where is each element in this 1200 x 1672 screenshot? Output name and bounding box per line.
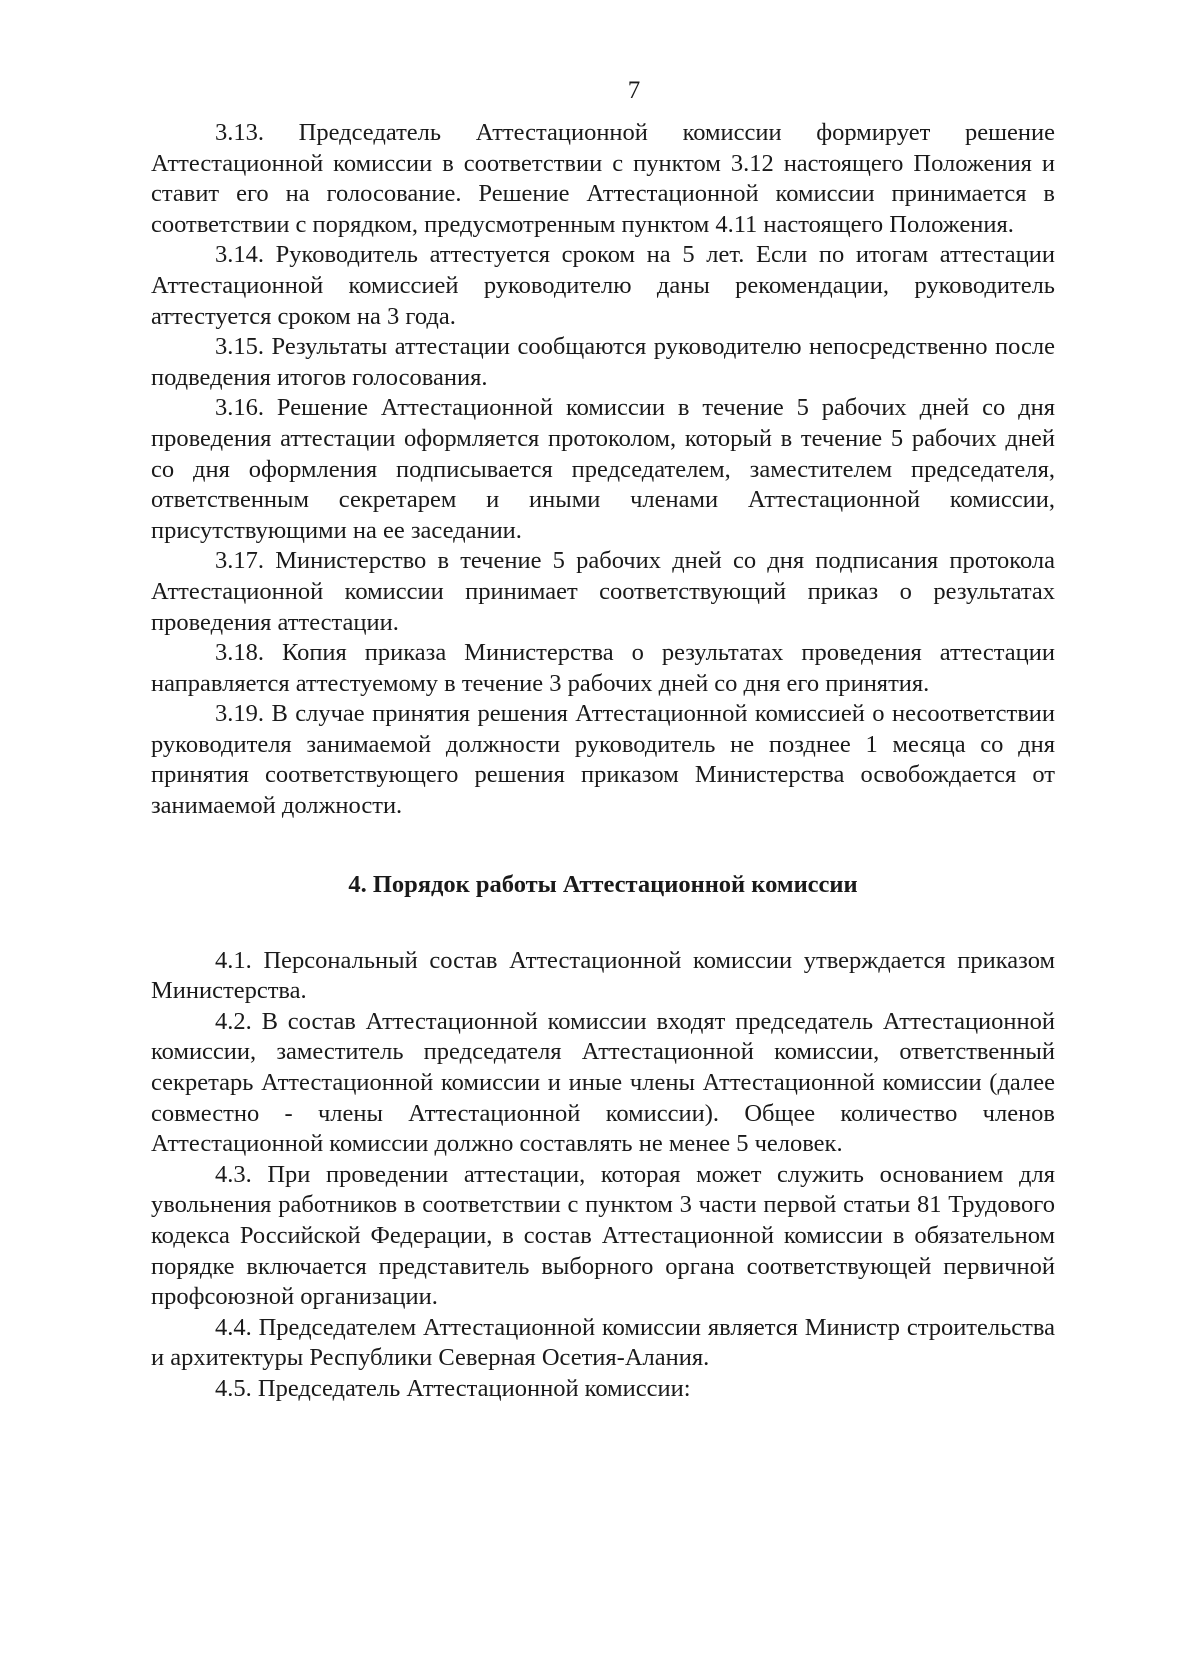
paragraph-4-1: 4.1. Персональный состав Аттестационной комиссии утверждается приказом Министерства. xyxy=(151,946,1055,1005)
paragraph-3-19: 3.19. В случае принятия решения Аттестационной комиссией о несоответствии руководителя занимаемой должности руководитель не позднее 1 месяца со дня принятия соответствующего решения приказом Министерства освобождается от занимаемой должности. xyxy=(151,700,1055,820)
document-body xyxy=(151,118,1055,1405)
paragraph-3-16: 3.16. Решение Аттестационной комиссии в течение 5 рабочих дней со дня проведения аттестации оформляется протоколом, который в течение 5 рабочих дней со дня оформления подписывается председателем, заместителем председателя, ответственным секретарем и иными членами Аттестационной комиссии, присутствующими на ее заседании. xyxy=(151,394,1055,544)
paragraph-3-18: 3.18. Копия приказа Министерства о результатах проведения аттестации направляется аттестуемому в течение 3 рабочих дней со дня его принятия. xyxy=(151,639,1055,697)
paragraph-4-5: 4.5. Председатель Аттестационной комиссии: xyxy=(215,1374,691,1402)
paragraph-4-3: 4.3. При проведении аттестации, которая может служить основанием для увольнения работников в соответствии с пунктом 3 части первой статьи 81 Трудового кодекса Российской Федерации, в состав Аттестационной комиссии в обязательном порядке включается представитель выборного органа соответствующей первичной профсоюзной организации. xyxy=(151,1160,1055,1311)
paragraph-4-4: 4.4. Председателем Аттестационной комиссии является Министр строительства и архитектуры Республики Северная Осетия-Алания. xyxy=(151,1313,1055,1372)
section-4-heading: 4. Порядок работы Аттестационной комиссии xyxy=(348,870,858,898)
paragraph-3-13: 3.13. Председатель Аттестационной комиссии формирует решение Аттестационной комиссии в соответствии с пунктом 3.12 настоящего Положения и ставит его на голосование. Решение Аттестационной комиссии принимается в соответствии с порядком, предусмотренным пунктом 4.11 настоящего Положения. xyxy=(151,119,1055,238)
paragraph-3-15: 3.15. Результаты аттестации сообщаются руководителю непосредственно после подведения итогов голосования. xyxy=(151,333,1055,391)
paragraph-4-2: 4.2. В состав Аттестационной комиссии входят председатель Аттестационной комиссии, заместитель председателя Аттестационной комиссии, ответственный секретарь Аттестационной комиссии и иные члены Аттестационной комиссии (далее совместно - члены Аттестационной комиссии). Общее количество членов Аттестационной комиссии должно составлять не менее 5 человек. xyxy=(151,1007,1055,1158)
paragraph-3-14: 3.14. Руководитель аттестуется сроком на 5 лет. Если по итогам аттестации Аттестационной комиссией руководителю даны рекомендации, руководитель аттестуется сроком на 3 года. xyxy=(151,241,1055,330)
page-number: 7 xyxy=(627,77,641,104)
paragraph-3-17: 3.17. Министерство в течение 5 рабочих дней со дня подписания протокола Аттестационной комиссии принимает соответствующий приказ о результатах проведения аттестации. xyxy=(151,547,1055,636)
